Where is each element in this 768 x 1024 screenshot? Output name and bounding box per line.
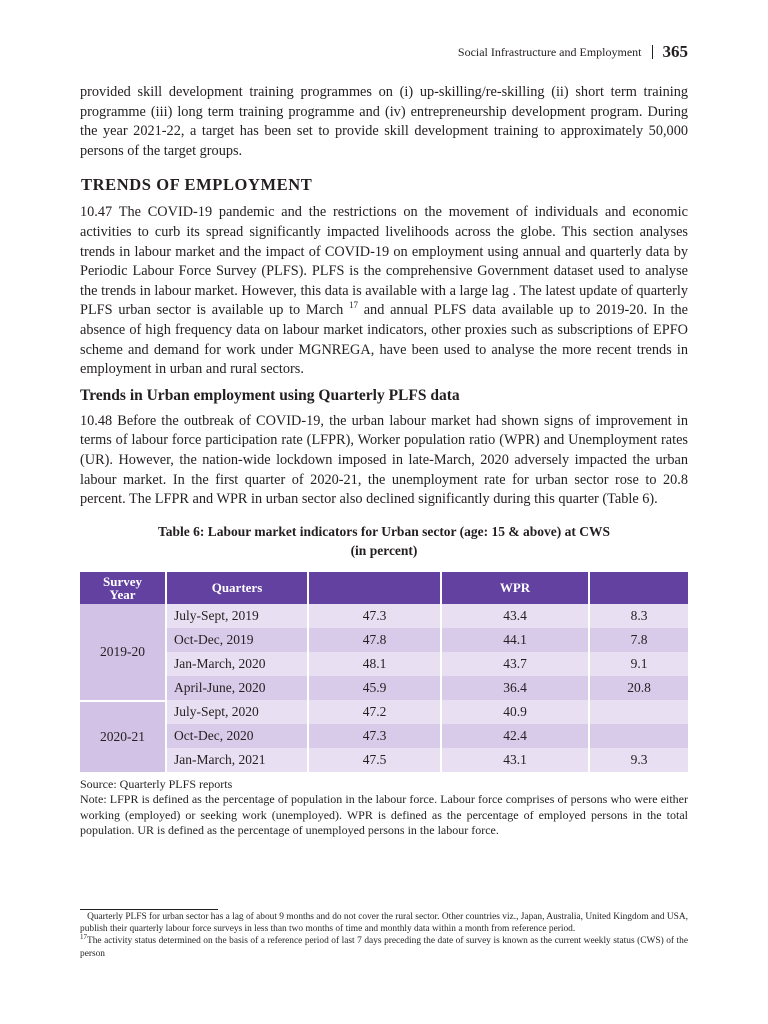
table-caption-title: Table 6: Labour market indicators for Urban sector (age: 15 & above) at CWS [157, 523, 611, 539]
col-header-ur [590, 572, 688, 604]
year-cell: 2019-20 [80, 604, 167, 700]
quarter-cell: July-Sept, 2019 [167, 604, 309, 628]
intro-paragraph: provided skill development training programmes on (i) up-skilling/re-skilling (ii) short term training programme (iii) long term training programme and (iv) entrepreneurship development program. During the year 2021-22, a target has been set to provide skill development training to approximately 50,000 persons of the target groups. [80, 84, 688, 159]
ur-cell: 20.8 [590, 676, 688, 700]
footnote-2-marker: 17 [80, 933, 87, 942]
table-source: Source: Quarterly PLFS reports [80, 776, 233, 791]
lfpr-cell: 48.1 [309, 652, 442, 676]
quarter-cell: Jan-March, 2020 [167, 652, 309, 676]
footnote-1-text: Quarterly PLFS for urban sector has a lag of about 9 months and do not cover the rural sector. Other countries viz., Japan, Australia, United Kingdom and USA, publish their quarterly labour force surveys in less than two months of time and monthly data within a month from reference period. [80, 912, 688, 935]
ur-cell [590, 724, 688, 748]
table-row [80, 628, 688, 652]
page-content [80, 83, 688, 839]
paragraph-10-47-part-a: 10.47 The COVID-19 pandemic and the restrictions on the movement of individuals and economic activities to curb its spread significantly impacted livelihoods across the globe. This section analyses trends in labour market and the impact of COVID-19 on employment using annual and quarterly data by Periodic Labour Force Survey (PLFS). PLFS is the comprehensive Government dataset used to analyse the trends in labour market. However, this data is available with a large lag . The latest update of quarterly PLFS urban sector is available up to March [80, 204, 688, 319]
col-header-quarters: Quarters [167, 572, 309, 604]
footnote-ref-17: 17 [348, 300, 358, 311]
quarter-cell: Oct-Dec, 2020 [167, 724, 309, 748]
lfpr-cell: 45.9 [309, 676, 442, 700]
ur-cell: 9.3 [590, 748, 688, 772]
page-number: 365 [662, 42, 688, 61]
col-header-survey-year: Survey Year [80, 572, 167, 604]
footnote-2-text: The activity status determined on the basis of a reference period of last 7 days preceding the date of survey is known as the current weekly status (CWS) of the person [80, 936, 688, 959]
paragraph-10-47 [80, 203, 688, 379]
lfpr-cell: 47.3 [309, 604, 442, 628]
lfpr-cell: 47.8 [309, 628, 442, 652]
table-row [80, 676, 688, 700]
table-caption-unit: (in percent) [350, 542, 418, 558]
wpr-cell: 43.1 [442, 748, 590, 772]
table-header-row [80, 572, 688, 604]
ur-cell: 8.3 [590, 604, 688, 628]
wpr-cell: 40.9 [442, 700, 590, 724]
footnote-separator [80, 909, 218, 910]
table-caption [80, 522, 688, 560]
quarter-cell: April-June, 2020 [167, 676, 309, 700]
lfpr-cell: 47.3 [309, 724, 442, 748]
wpr-cell: 42.4 [442, 724, 590, 748]
table-row [80, 724, 688, 748]
wpr-cell: 43.4 [442, 604, 590, 628]
heading-urban-employment: Trends in Urban employment using Quarterly PLFS data [80, 386, 460, 404]
table-row [80, 604, 688, 628]
footnote-2 [80, 935, 688, 959]
labour-indicators-table [80, 572, 688, 772]
table-note: Note: LFPR is defined as the percentage of population in the labour force. Labour force comprises of persons who were either working (employed) or seeking work (unemployed). WPR is defined as the percentage of employed persons in the total population. UR is defined as the percentage of unemployed persons in the labour force. [80, 792, 688, 838]
paragraph-10-48: 10.48 Before the outbreak of COVID-19, the urban labour market had shown signs of improvement in terms of labour force participation rate (LFPR), Worker population ratio (WPR) and Unemployment rates (UR). However, the nation-wide lockdown imposed in late-March, 2020 adversely impacted the urban labour market. In the first quarter of 2020-21, the unemployment rate for urban sector rose to 20.8 percent. The LFPR and WPR in urban sector also declined significantly during this quarter (Table 6). [80, 412, 688, 508]
table-row [80, 748, 688, 772]
header-section-title: Social Infrastructure and Employment [457, 44, 642, 59]
footnote-1 [80, 911, 688, 935]
wpr-cell: 43.7 [442, 652, 590, 676]
heading-trends-of-employment: TRENDS OF EMPLOYMENT [81, 175, 313, 195]
ur-cell [590, 700, 688, 724]
lfpr-cell: 47.5 [309, 748, 442, 772]
page-header [458, 40, 688, 64]
wpr-cell: 44.1 [442, 628, 590, 652]
table-row [80, 652, 688, 676]
ur-cell: 9.1 [590, 652, 688, 676]
lfpr-cell: 47.2 [309, 700, 442, 724]
footnotes [80, 911, 688, 960]
quarter-cell: Jan-March, 2021 [167, 748, 309, 772]
table-row [80, 700, 688, 724]
header-divider [652, 45, 653, 59]
col-header-lfpr [309, 572, 442, 604]
paragraph-10-47-part-b: and annual PLFS data available up to 2019-20. In the absence of high frequency data on labour market indicators, other proxies such as subscriptions of EPFO scheme and demand for work under MGNREGA, have been used to analyse the more recent trends in employment in urban and rural sectors. [80, 302, 689, 378]
ur-cell: 7.8 [590, 628, 688, 652]
quarter-cell: Oct-Dec, 2019 [167, 628, 309, 652]
wpr-cell: 36.4 [442, 676, 590, 700]
quarter-cell: July-Sept, 2020 [167, 700, 309, 724]
col-header-wpr: WPR [442, 572, 590, 604]
year-cell: 2020-21 [80, 700, 167, 772]
